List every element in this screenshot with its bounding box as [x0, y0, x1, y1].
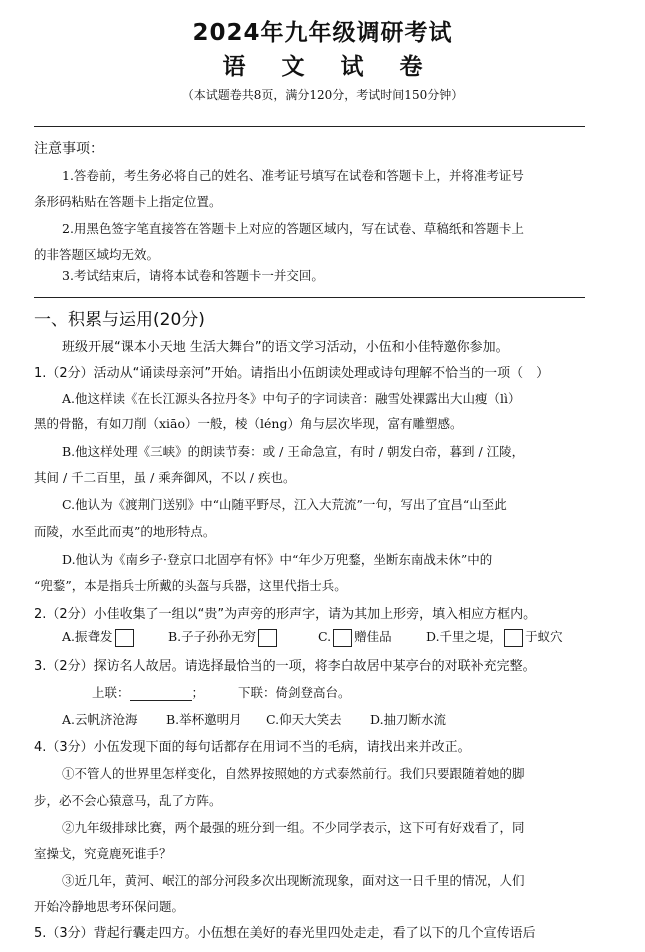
- q5-stem: 5.（3分）背起行囊走四方。小伍想在美好的春光里四处走走，看了以下的几个宣传语后: [34, 926, 536, 941]
- q1-option-b-line1: B.他这样处理《三峡》的朗读节奏：或 / 王命急宣，有时 / 朝发白帝，暮到 / 江陵，: [62, 444, 525, 459]
- q3-option-b: B.举杯邀明月: [166, 712, 242, 727]
- divider-top: [34, 126, 585, 127]
- q2-answer-box-a[interactable]: [115, 629, 134, 647]
- q1-option-c-line1: C.他认为《渡荆门送别》中“山随平野尽，江入大荒流”一句，写出了宜昌“山至此: [62, 497, 507, 512]
- q1-option-a-line1: A.他这样读《在长江源头各拉丹冬》中句子的字词读音：融雪处裸露出大山瘦（lì）: [62, 391, 521, 406]
- q2-answer-box-d[interactable]: [504, 629, 523, 647]
- section-1-intro: 班级开展“课本小天地 生活大舞台”的语文学习活动，小伍和小佳特邀你参加。: [62, 340, 509, 355]
- q2-option-c: [318, 627, 392, 647]
- note-2-line2: 的非答题区域均无效。: [34, 247, 160, 262]
- q1-option-b-line2: 其间 / 千二百里，虽 / 乘奔御风，不以 / 疾也。: [34, 470, 296, 485]
- note-1-line1: 1.答卷前，考生务必将自己的姓名、准考证号填写在试卷和答题卡上，并将准考证号: [62, 168, 524, 183]
- q4-sentence-2-line1: ②九年级排球比赛，两个最强的班分到一组。不少同学表示，这下可有好戏看了，同: [62, 820, 525, 835]
- q1-option-d-line1: D.他认为《南乡子·登京口北固亭有怀》中“年少万兜鍪，坐断东南战未休”中的: [62, 552, 493, 567]
- notes-heading: 注意事项：: [34, 141, 104, 157]
- q2-answer-box-c[interactable]: [333, 629, 352, 647]
- q4-sentence-2-line2: 室操戈，究竟鹿死谁手？: [34, 846, 172, 861]
- q1-option-c-line2: 而陵，水至此而夷”的地形特点。: [34, 524, 216, 539]
- q3-upper-label: 上联：: [92, 685, 130, 700]
- q2-option-b: [168, 627, 279, 647]
- q2-option-d-text1: D.千里之堤，: [426, 629, 503, 644]
- note-2-line1: 2.用黑色签字笔直接答在答题卡上对应的答题区域内，写在试卷、草稿纸和答题卡上: [62, 221, 524, 236]
- q2-option-b-text: B.子子孙孙无穷: [168, 629, 257, 644]
- exam-title: 2024年九年级调研考试: [192, 20, 453, 46]
- q3-couplet-upper: [92, 683, 204, 701]
- q2-option-c-text: 赠佳品: [354, 629, 392, 644]
- q3-option-a: A.云帆济沧海: [62, 712, 138, 727]
- note-1-line2: 条形码粘贴在答题卡上指定位置。: [34, 194, 222, 209]
- q2-option-d-text2: 于蚁穴: [525, 629, 563, 644]
- q3-blank[interactable]: [130, 688, 192, 701]
- q4-stem: 4.（3分）小伍发现下面的每句话都存在用词不当的毛病，请找出来并改正。: [34, 740, 471, 755]
- exam-info: （本试题卷共8页，满分120分，考试时间150分钟）: [181, 88, 464, 102]
- section-1-heading: 一、积累与运用(20分): [34, 310, 205, 330]
- q3-couplet-lower: 下联：倚剑登高台。: [238, 685, 351, 700]
- q2-answer-box-b[interactable]: [258, 629, 277, 647]
- q2-stem: 2.（2分）小佳收集了一组以“贵”为声旁的形声字，请为其加上形旁，填入相应方框内。: [34, 607, 537, 622]
- q3-stem: 3.（2分）探访名人故居。请选择最恰当的一项，将李白故居中某亭台的对联补充完整。: [34, 659, 536, 674]
- q3-semicolon: ；: [191, 685, 205, 700]
- q1-stem: 1.（2分）活动从“诵读母亲河”开始。请指出小伍朗读处理或诗句理解不恰当的一项（ ）: [34, 366, 550, 381]
- q4-sentence-3-line1: ③近几年，黄河、岷江的部分河段多次出现断流现象，面对这一日千里的情况，人们: [62, 873, 525, 888]
- q2-option-d: [426, 627, 563, 647]
- q2-option-a: [62, 627, 136, 647]
- note-3: 3.考试结束后，请将本试卷和答题卡一并交回。: [62, 268, 324, 283]
- q1-option-a-line2: 黑的骨骼，有如刀削（xiāo）一般，棱（léng）角与层次毕现，富有雕塑感。: [34, 416, 463, 431]
- q3-option-c: C.仰天大笑去: [266, 712, 342, 727]
- q4-sentence-1-line1: ①不管人的世界里怎样变化，自然界按照她的方式泰然前行。我们只要跟随着她的脚: [62, 766, 525, 781]
- exam-subtitle: 语 文 试 卷: [222, 54, 437, 80]
- q2-option-a-text: A.振聋发: [62, 629, 113, 644]
- q4-sentence-3-line2: 开始冷静地思考环保问题。: [34, 899, 185, 914]
- q3-option-d: D.抽刀断水流: [370, 712, 447, 727]
- q1-option-d-line2: “兜鍪”，本是指兵士所戴的头盔与兵器，这里代指士兵。: [34, 578, 347, 593]
- q4-sentence-1-line2: 步，必不会心猿意马，乱了方阵。: [34, 793, 222, 808]
- q2-option-c-label: C.: [318, 629, 332, 644]
- divider-bottom: [34, 297, 585, 298]
